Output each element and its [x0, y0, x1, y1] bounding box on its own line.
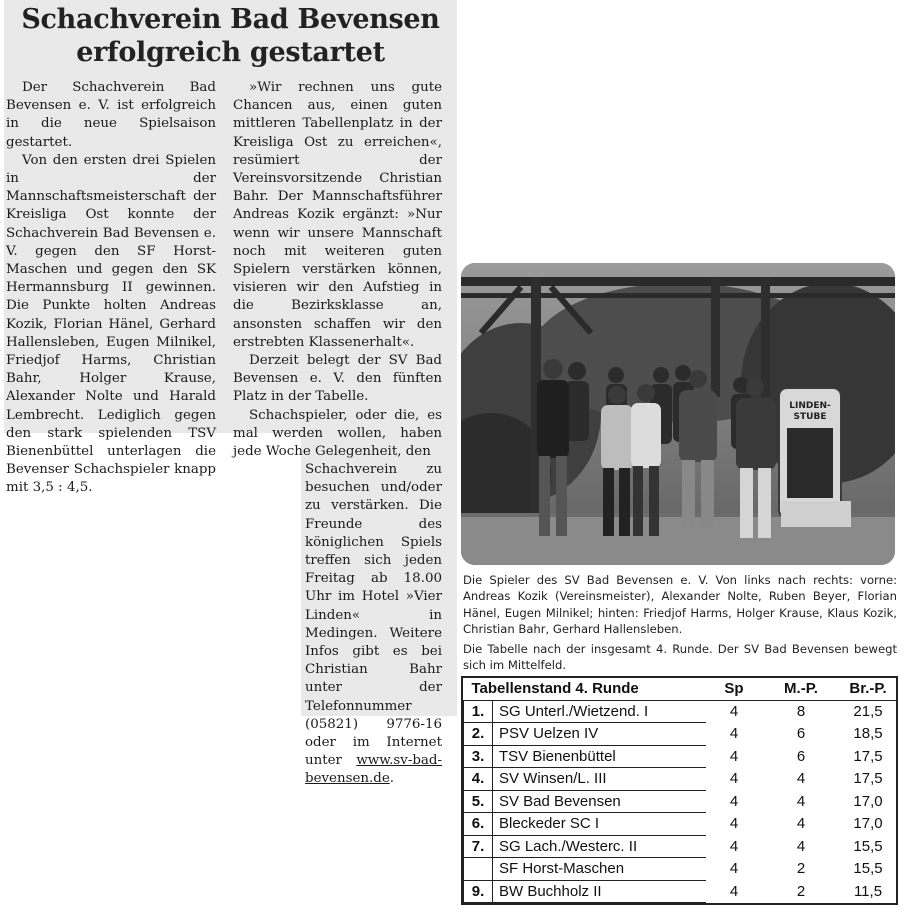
games-played: 4: [729, 792, 739, 810]
article-headline: Schachverein Bad Bevensen erfolgreich gestartet: [21, 4, 440, 68]
article-paragraph: Schachspieler, oder die, es mal werden wollen, haben jede Woche Gelegenheit, den: [233, 407, 442, 460]
rank: 4.: [464, 768, 493, 791]
board-points: 17,5: [853, 747, 883, 765]
match-points: 4: [796, 792, 806, 810]
rank: 7.: [464, 835, 493, 858]
article-paragraph: Von den ersten drei Spielen in der Mannschaftsmeisterschaft der Kreisliga Ost konnte der Schachverein Bad Bevensen e. V. gegen den SF Horst-Maschen und gegen den SK Hermannsburg II gewinnen. Die Punkte holten Andreas Kozik, Florian Hänel, Gerhard Hallensleben, Eugen Milnikel, Friedjof Harms, Christian Bahr, Holger Krause, Alexander Nolte und Harald Lembrecht. Lediglich gegen den stark spielenden TSV Bienenbüttel unterlagen die Bevenser Schachspieler knapp mit 3,5 : 4,5.: [6, 152, 216, 496]
match-points: 2: [796, 882, 806, 900]
sign-text-line1: LINDEN-: [789, 401, 831, 411]
team-name: TSV Bienenbüttel: [493, 745, 707, 768]
article-paragraph: Der Schachverein Bad Bevensen e. V. ist erfolgreich in die neue Spielsaison gestartet.: [6, 80, 216, 150]
website-link[interactable]: www.sv-bad-bevensen.de: [305, 753, 442, 787]
match-points: 6: [796, 747, 806, 765]
games-played: 4: [729, 725, 739, 743]
games-played: 4: [729, 747, 739, 765]
article-column-a: [6, 79, 216, 498]
rank: [464, 858, 493, 881]
rank: 2.: [464, 723, 493, 746]
standings-title: Tabellenstand 4. Runde: [464, 678, 707, 700]
match-points: 4: [796, 837, 806, 855]
team-name: SV Winsen/L. III: [493, 768, 707, 791]
article-column-b: [233, 79, 442, 461]
rank: 3.: [464, 745, 493, 768]
board-points: 18,5: [853, 725, 883, 743]
board-points: 21,5: [853, 703, 883, 720]
team-name: PSV Uelzen IV: [493, 723, 707, 746]
board-points: 17,0: [853, 792, 883, 810]
team-name: SF Horst-Maschen: [493, 858, 707, 881]
rank: 9.: [464, 880, 493, 903]
match-points: 8: [796, 703, 806, 720]
games-played: 4: [729, 860, 739, 878]
article-column-c: [305, 461, 442, 789]
article-continuation: Schachverein zu besuchen und/oder zu verstärken. Die Freunde des königlichen Spiels treffen sich jeden Freitag ab 18.00 Uhr im Hotel »Vier Linden« in Medingen. Weitere Infos gibt es bei Christian Bahr unter der Telefonnummer (05821) 9776-16 oder im Internet unter: [305, 462, 442, 769]
team-name: BW Buchholz II: [493, 880, 707, 903]
match-points: 4: [796, 815, 806, 833]
standings-table: [463, 678, 896, 903]
games-played: 4: [729, 703, 739, 720]
match-points: 2: [796, 860, 806, 878]
games-played: 4: [729, 815, 739, 833]
sign-text-line2: STUBE: [793, 412, 827, 422]
table-row: [464, 700, 897, 723]
games-played: 4: [729, 770, 739, 788]
games-played: 4: [729, 882, 739, 900]
board-points: 17,5: [853, 770, 883, 788]
team-photo: [461, 263, 895, 565]
rank: 5.: [464, 790, 493, 813]
match-points: 4: [796, 770, 806, 788]
article-paragraph: Derzeit belegt der SV Bad Bevensen e. V. den fünften Platz in der Tabelle.: [233, 353, 442, 405]
board-points: 17,0: [853, 815, 883, 833]
table-row: [464, 835, 897, 858]
table-row: [464, 813, 897, 836]
games-played: 4: [729, 837, 739, 855]
table-row: [464, 858, 897, 881]
team-name: SG Unterl./Wietzend. I: [493, 700, 707, 723]
table-note: Die Tabelle nach der insgesamt 4. Runde. Der SV Bad Bevensen bewegt sich im Mittelfeld.: [463, 642, 897, 673]
team-name: SG Lach./Westerc. II: [493, 835, 707, 858]
header-mp: M.-P.: [762, 678, 840, 700]
board-points: 11,5: [853, 882, 883, 900]
team-name: SV Bad Bevensen: [493, 790, 707, 813]
team-name: Bleckeder SC I: [493, 813, 707, 836]
rank: 6.: [464, 813, 493, 836]
match-points: 6: [796, 725, 806, 743]
rank: 1.: [464, 700, 493, 723]
table-row: [464, 745, 897, 768]
table-row: [464, 880, 897, 903]
board-points: 15,5: [853, 860, 883, 878]
article-paragraph: »Wir rechnen uns gute Chancen aus, einen guten mittleren Tabellenplatz in der Kreisliga Ost zu erreichen«, resümiert der Vereinsvorsitzende Christian Bahr. Der Mannschaftsführer Andreas Kozik ergänzt: »Nur wenn wir unsere Mannschaft noch mit weiteren guten Spielern verstärken können, visieren wir den Aufstieg in die Bezirksklasse an, ansonsten schaffen wir den erstrebten Klassenerhalt«.: [233, 80, 442, 350]
header-sp: Sp: [706, 678, 762, 700]
table-row: [464, 790, 897, 813]
website-end: .: [389, 771, 395, 787]
board-points: 15,5: [853, 837, 883, 855]
header-bp: Br.-P.: [840, 678, 896, 700]
table-row: [464, 723, 897, 746]
photo-caption: Die Spieler des SV Bad Bevensen e. V. Von links nach rechts: vorne: Andreas Kozik (Vereinsmeister), Alexander Nolte, Ruben Beyer, Florian Hänel, Eugen Milnikel; hinten: Friedjof Harms, Holger Krause, Klaus Kozik, Christian Bahr, Gerhard Hallensleben.: [463, 573, 897, 637]
table-row: [464, 768, 897, 791]
standings-header-row: [464, 678, 897, 700]
